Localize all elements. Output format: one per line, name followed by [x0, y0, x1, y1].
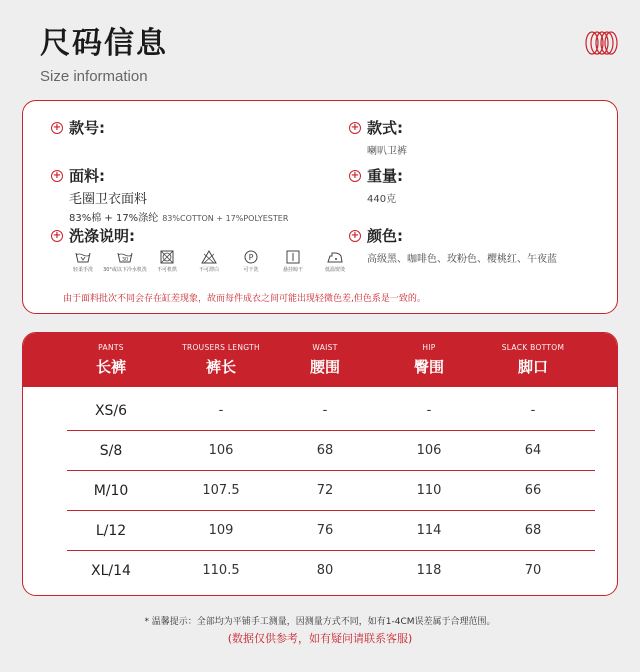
fabric-value: 毛圈卫衣面料 — [69, 192, 148, 207]
low-iron-icon: 低温熨烫 — [315, 250, 355, 273]
care-icons-row — [63, 250, 355, 273]
size-cell: S/8 — [99, 443, 123, 459]
washing-field — [51, 225, 355, 273]
hang-dry-icon: 悬挂晾干 — [273, 250, 313, 273]
fabric-label: 面料: — [69, 167, 105, 185]
weight-field — [349, 165, 403, 205]
weight-label: 重量: — [367, 167, 403, 185]
style-label: 款式: — [367, 119, 403, 137]
fabric-composition-en: 83%COTTON + 17%POLYESTER — [162, 214, 289, 223]
plus-circle-icon: + — [350, 229, 360, 241]
plus-circle-icon: + — [52, 121, 62, 133]
table-row — [67, 391, 595, 431]
trousers-length-cell: - — [218, 403, 224, 418]
table-row — [67, 471, 595, 511]
header-trousers-length: TROUSERS LENGTH 裤长 — [182, 343, 260, 376]
hip-cell: 106 — [416, 443, 442, 458]
waist-cell: 68 — [316, 443, 334, 458]
trousers-length-cell: 106 — [208, 443, 234, 458]
header-waist: WAIST 腰围 — [309, 343, 340, 376]
measurement-tip: * 温馨提示：全部均为平铺手工测量，因测量方式不同，如有1-4CM误差属于合理范围。 — [144, 617, 496, 627]
color-difference-notice: 由于面料批次不同会存在缸差现象，故而每件成衣之间可能出现轻微色差,但色系是一致的。 — [63, 294, 426, 304]
size-cell: XS/6 — [94, 403, 128, 419]
no-tumble-dry-icon: 不可机烘 — [147, 250, 187, 273]
waist-cell: 72 — [316, 483, 334, 498]
weight-value: 440克 — [367, 194, 397, 205]
washing-label: 洗涤说明: — [69, 227, 135, 245]
size-cell: L/12 — [95, 523, 127, 539]
table-header — [23, 333, 617, 387]
header-hip: HIP 臀围 — [413, 343, 444, 376]
slack-bottom-cell: 64 — [524, 443, 542, 458]
slack-bottom-cell: 66 — [524, 483, 542, 498]
plus-circle-icon: + — [52, 229, 62, 241]
waist-cell: 76 — [316, 523, 334, 538]
hand-wash-icon: 轻柔手洗 — [63, 250, 103, 273]
trousers-length-cell: 109 — [208, 523, 234, 538]
fabric-field — [51, 165, 288, 224]
page-header — [40, 24, 168, 85]
hip-cell: 114 — [416, 523, 442, 538]
slack-bottom-cell: 70 — [524, 563, 542, 578]
plus-circle-icon: + — [350, 169, 360, 181]
trousers-length-cell: 107.5 — [202, 483, 240, 498]
table-row — [67, 431, 595, 471]
dry-clean-p-icon: P 可干洗 — [243, 253, 259, 273]
page-subtitle: Size information — [40, 68, 148, 85]
size-cell: XL/14 — [91, 563, 131, 579]
header-pants: PANTS 长裤 — [95, 343, 126, 376]
hip-cell: 118 — [416, 563, 442, 578]
slack-bottom-cell: 68 — [524, 523, 542, 538]
hip-cell: 110 — [416, 483, 442, 498]
reference-note: (数据仅供参考，如有疑问请联系客服) — [227, 632, 413, 645]
style-value: 喇叭卫裤 — [367, 146, 407, 157]
decorative-rings-icon — [584, 30, 618, 56]
table-row — [67, 511, 595, 551]
table-row — [67, 551, 595, 591]
slack-bottom-cell: - — [530, 403, 536, 418]
style-no-label: 款号: — [69, 119, 105, 137]
header-slack-bottom: SLACK BOTTOM 脚口 — [501, 343, 565, 376]
waist-cell: - — [322, 403, 328, 418]
page-title: 尺码信息 — [40, 26, 168, 61]
product-info-card — [22, 100, 618, 314]
style-no-field — [51, 117, 105, 138]
size-cell: M/10 — [93, 483, 129, 499]
plus-circle-icon: + — [350, 121, 360, 133]
size-table — [22, 332, 618, 596]
color-value: 高级黑、咖啡色、玫粉色、樱桃红、午夜蓝 — [367, 254, 557, 265]
style-field — [349, 117, 407, 157]
plus-circle-icon: + — [52, 169, 62, 181]
hip-cell: - — [426, 403, 432, 418]
color-field — [349, 225, 557, 265]
svg-text:30: 30 — [121, 257, 129, 263]
svg-text:P: P — [248, 253, 254, 262]
waist-cell: 80 — [316, 563, 334, 578]
fabric-composition: 83%棉 + 17%涤纶 — [69, 213, 159, 224]
no-bleach-icon: 不可漂白 — [189, 250, 229, 273]
wash-30-icon: 30 30°或以下冷水机洗 — [105, 250, 145, 273]
color-label: 颜色: — [367, 227, 403, 245]
trousers-length-cell: 110.5 — [202, 563, 240, 578]
